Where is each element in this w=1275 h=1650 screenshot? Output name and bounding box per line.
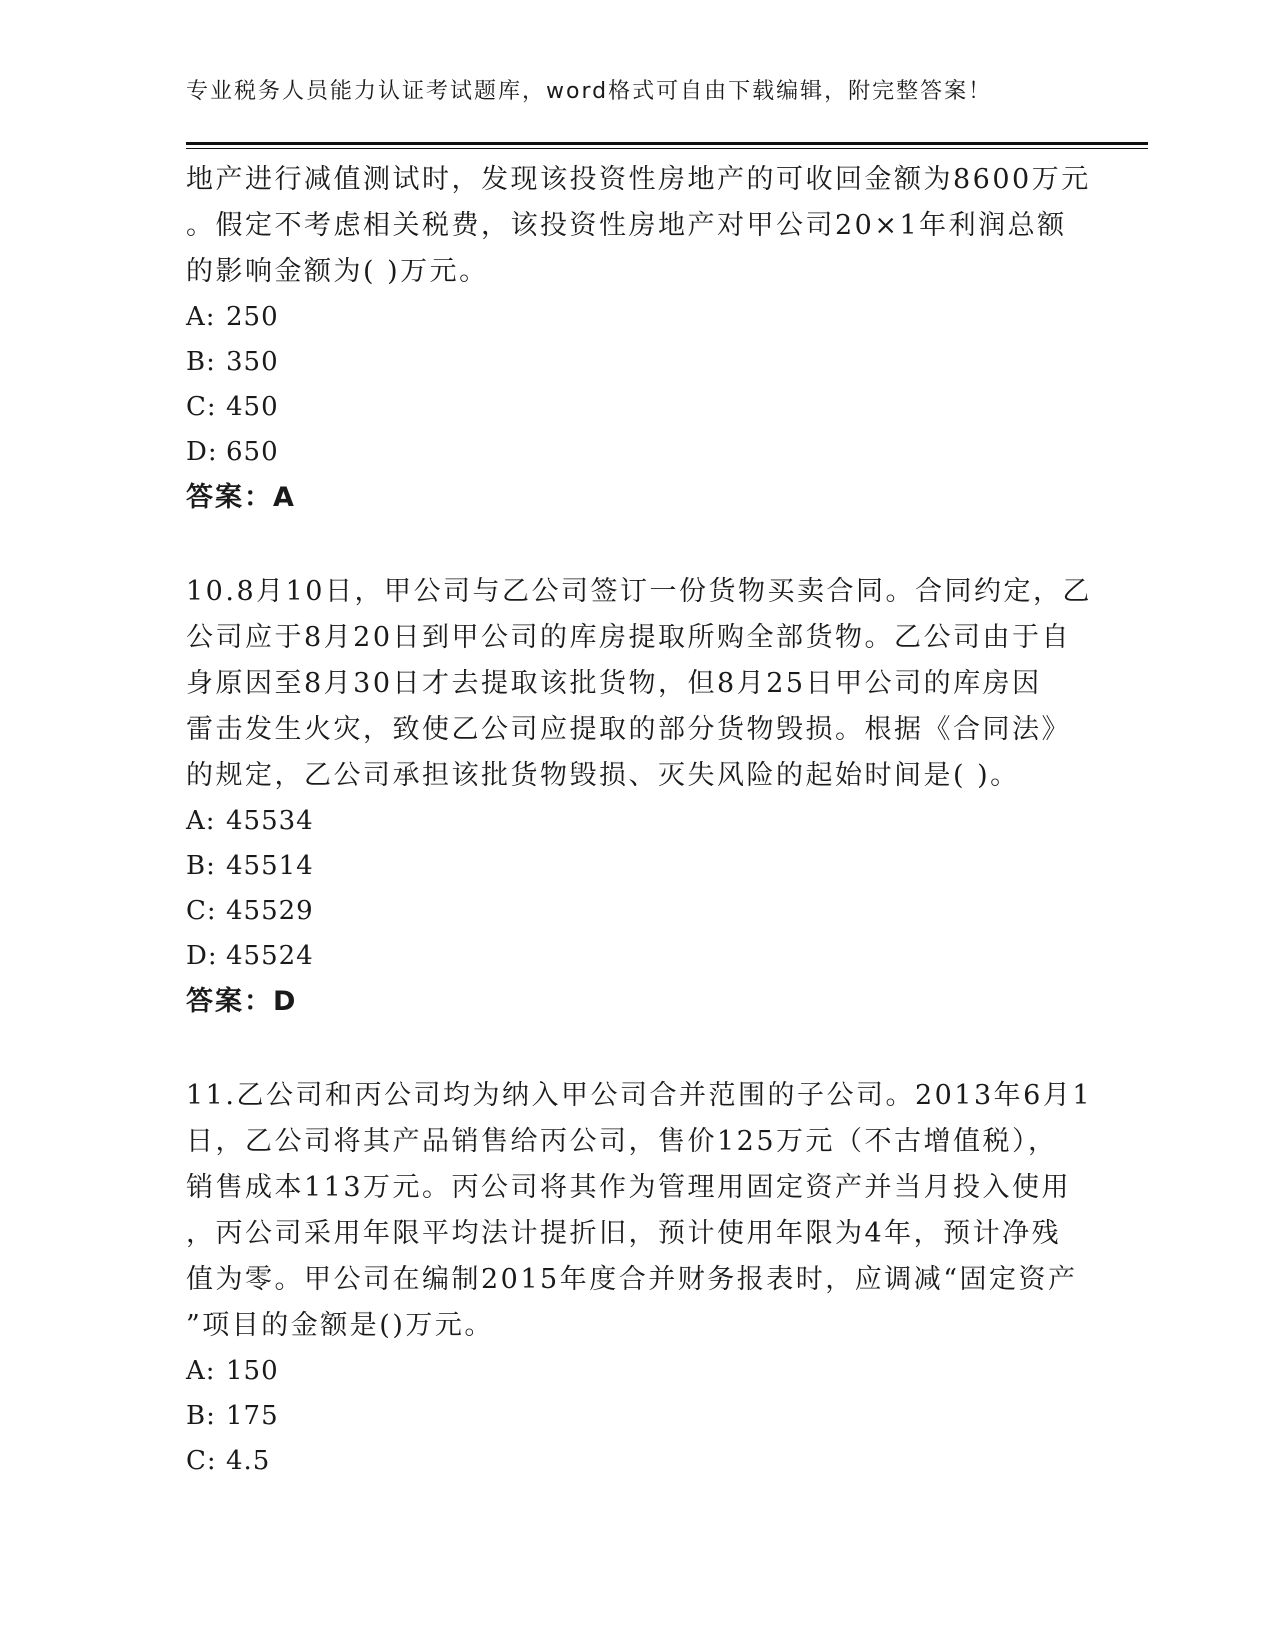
option-letter: C: xyxy=(186,896,217,926)
option-b xyxy=(186,844,1086,889)
question-stem-line: 身原因至8月30日才去提取该批货物，但8月25日甲公司的库房因 xyxy=(186,668,1042,699)
option-text: 45529 xyxy=(226,896,314,926)
header-rule-thin xyxy=(186,148,1148,149)
question-stem-line: 销售成本113万元。丙公司将其作为管理用固定资产并当月投入使用 xyxy=(186,1172,1072,1203)
option-c xyxy=(186,1439,1086,1484)
option-letter: C: xyxy=(186,392,217,422)
question-stem-line: 值为零。甲公司在编制2015年度合并财务报表时，应调减“固定资产 xyxy=(186,1264,1078,1295)
page-header-title: 专业税务人员能力认证考试题库，word格式可自由下载编辑，附完整答案！ xyxy=(186,79,993,104)
question-stem-line: ”项目的金额是()万元。 xyxy=(186,1310,494,1341)
question-block xyxy=(186,569,1092,1025)
option-d xyxy=(186,934,1086,979)
question-block xyxy=(186,157,1091,521)
option-letter: A: xyxy=(186,302,216,332)
option-letter: B: xyxy=(186,851,216,881)
option-c xyxy=(186,385,1086,430)
option-d xyxy=(186,430,1086,475)
option-text: 4.5 xyxy=(226,1446,271,1476)
option-letter: C: xyxy=(186,1446,217,1476)
option-c xyxy=(186,889,1086,934)
question-spacer xyxy=(186,1025,1086,1073)
option-text: 45524 xyxy=(226,941,314,971)
option-a xyxy=(186,1349,1086,1394)
option-text: 450 xyxy=(226,392,279,422)
question-stem-line: 10.8月10日，甲公司与乙公司签订一份货物买卖合同。合同约定，乙 xyxy=(186,576,1092,607)
option-letter: D: xyxy=(186,941,218,971)
option-text: 45534 xyxy=(226,806,314,836)
option-a xyxy=(186,799,1086,844)
option-text: 650 xyxy=(226,437,279,467)
question-stem-line: 11.乙公司和丙公司均为纳入甲公司合并范围的子公司。2013年6月1 xyxy=(186,1080,1093,1111)
answer-line: 答案：A xyxy=(186,482,296,513)
question-block xyxy=(186,1073,1093,1484)
option-b xyxy=(186,1394,1086,1439)
option-text: 45514 xyxy=(226,851,314,881)
question-spacer xyxy=(186,521,1086,569)
option-letter: D: xyxy=(186,437,218,467)
option-letter: B: xyxy=(186,1401,216,1431)
option-a xyxy=(186,295,1086,340)
question-stem-line: 地产进行减值测试时，发现该投资性房地产的可收回金额为8600万元 xyxy=(186,164,1091,195)
option-letter: B: xyxy=(186,347,216,377)
header-rule-thick xyxy=(186,142,1148,145)
question-stem-line: 的影响金额为( )万元。 xyxy=(186,256,489,287)
question-stem-line: 雷击发生火灾，致使乙公司应提取的部分货物毁损。根据《合同法》 xyxy=(186,714,1071,745)
question-stem-line: ，丙公司采用年限平均法计提折旧，预计使用年限为4年，预计净残 xyxy=(186,1218,1062,1249)
question-list xyxy=(186,157,1093,1484)
question-stem-line: 日，乙公司将其产品销售给丙公司，售价125万元（不古增值税）， xyxy=(186,1126,1058,1157)
option-text: 250 xyxy=(226,302,279,332)
answer-line: 答案：D xyxy=(186,986,298,1017)
question-stem-line: 的规定，乙公司承担该批货物毁损、灭失风险的起始时间是( )。 xyxy=(186,760,1020,791)
option-text: 150 xyxy=(226,1356,279,1386)
question-stem-line: 。假定不考虑相关税费，该投资性房地产对甲公司20×1年利润总额 xyxy=(186,210,1067,241)
option-text: 350 xyxy=(226,347,279,377)
option-letter: A: xyxy=(186,1356,216,1386)
option-text: 175 xyxy=(226,1401,279,1431)
question-stem-line: 公司应于8月20日到甲公司的库房提取所购全部货物。乙公司由于自 xyxy=(186,622,1072,653)
option-b xyxy=(186,340,1086,385)
option-letter: A: xyxy=(186,806,216,836)
